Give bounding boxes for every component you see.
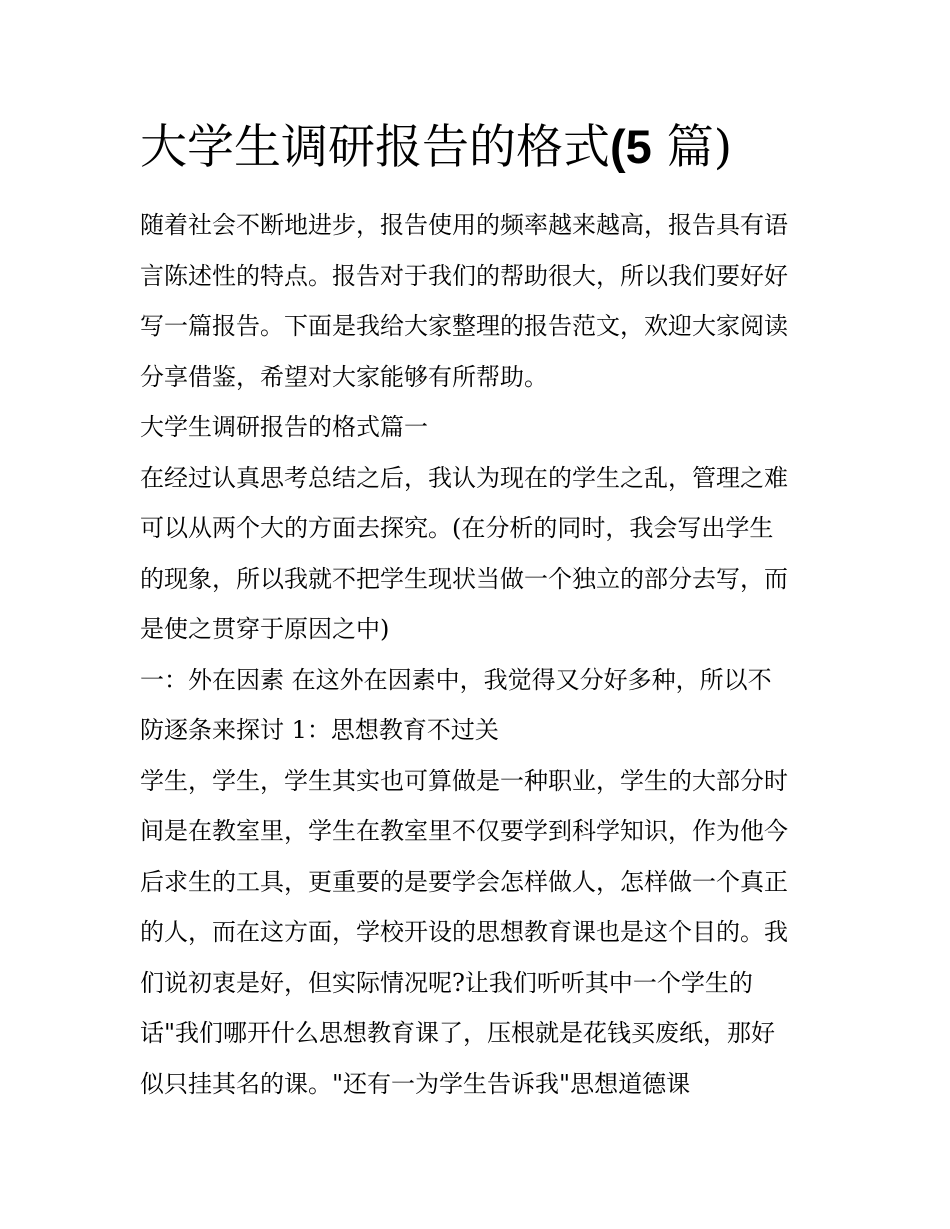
text-line: 的人，而在这方面，学校开设的思想教育课也是这个目的。我 [140,918,788,946]
text-line: 话"我们哪开什么思想教育课了，压根就是花钱买废纸，那好 [140,1019,776,1047]
text-line: 分享借鉴，希望对大家能够有所帮助。 [140,362,548,391]
text-line: 后求生的工具，更重要的是要学会怎样做人，怎样做一个真正 [140,867,788,896]
text-line: 写一篇报告。下面是我给大家整理的报告范文，欢迎大家阅读 [140,312,788,340]
text-line: 是使之贯穿于原因之中) [140,615,390,643]
text-line: 可以从两个大的方面去探究。(在分析的同时，我会写出学生 [140,514,774,542]
text-line: 随着社会不断地进步，报告使用的频率越来越高，报告具有语 [140,211,788,239]
text-line: 一：外在因素 在这外在因素中，我觉得又分好多种，所以不 [140,665,772,694]
text-line: 们说初衷是好，但实际情况呢?让我们听听其中一个学生的 [140,968,753,997]
title-number: (5 [610,120,652,173]
text-line: 言陈述性的特点。报告对于我们的帮助很大，所以我们要好好 [140,261,788,290]
text-line: 学生，学生，学生其实也可算做是一种职业，学生的大部分时 [140,766,788,795]
section-heading: 大学生调研报告的格式篇一 [140,413,428,441]
text-line: 间是在教室里，学生在教室里不仅要学到科学知识，作为他今 [140,817,788,845]
title-end: 篇) [651,120,733,175]
text-line: 防逐条来探讨 1：思想教育不过关 [140,716,499,744]
text-line: 似只挂其名的课。"还有一为学生告诉我"思想道德课 [140,1069,691,1098]
document-title [140,112,840,183]
text-line: 在经过认真思考总结之后，我认为现在的学生之乱，管理之难 [140,463,788,492]
document-body [140,200,820,1109]
title-main: 大学生调研报告的格式 [140,120,610,175]
text-line: 的现象，所以我就不把学生现状当做一个独立的部分去写，而 [140,564,788,593]
